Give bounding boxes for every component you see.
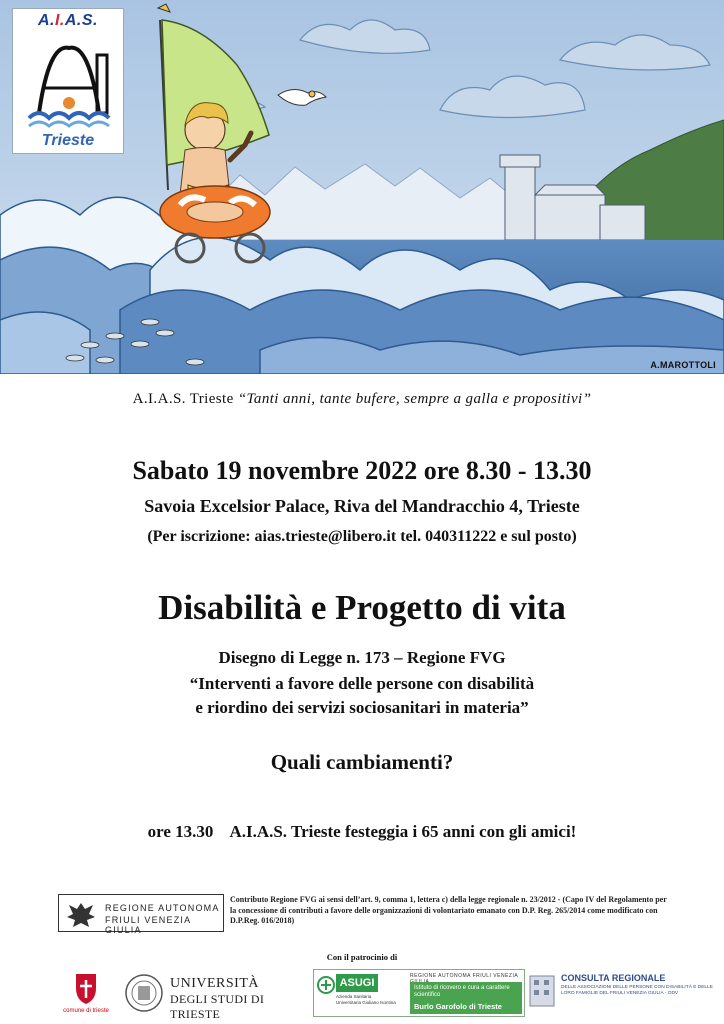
page-title: Disabilità e Progetto di vita [158, 588, 566, 627]
comune-trieste-logo: comune di trieste [56, 970, 116, 1020]
aias-logo: A.I.A.S. Trieste [12, 8, 124, 154]
party-line [0, 822, 724, 842]
aias-logo-mark [19, 33, 119, 133]
asugi-mark-icon [317, 976, 335, 994]
party-text: A.I.A.S. Trieste festeggia i 65 anni con gli amici! [229, 822, 577, 841]
building-icon [527, 970, 557, 1010]
party-time: ore 13.30 [147, 822, 214, 841]
law-line-1: Disegno di Legge n. 173 – Regione FVG [218, 648, 506, 667]
artist-signature: A.MAROTTOLI [650, 360, 716, 370]
hero-illustration [0, 0, 724, 374]
university-seal-icon [124, 972, 164, 1014]
funding-note: Contributo Regione FVG ai sensi dell’art. 9, comma 1, lettera c) della legge regionale n. 23/2012 - (Capo IV del Regolamento per la concessione di contributi a favore delle organizzazioni di volontariato emanato con D.P. Reg. 265/2014 come modificato con D.P.Reg. 016/2018) [230, 895, 667, 925]
event-registration: (Per iscrizione: aias.trieste@libero.it tel. 040311222 e sul posto) [147, 528, 577, 545]
patronage-label: Con il patrocinio di [326, 952, 398, 962]
shield-icon [56, 970, 116, 1006]
eagle-icon [63, 899, 99, 929]
units-logo: UNIVERSITÀ DEGLI STUDI DI TRIESTE [124, 972, 304, 1016]
tagline [0, 391, 724, 408]
fvg-region-logo: REGIONE AUTONOMA FRIULI VENEZIA GIULIA [58, 894, 224, 932]
consulta-regionale-logo: CONSULTA REGIONALE DELLE ASSOCIAZIONI DELLE PERSONE CON DISABILITÀ E DELLE LORO FAMIGLIE DEL FRIULI VENEZIA GIULIA - ODV [527, 970, 717, 1016]
asugi-burlo-logo: ASUGI Azienda Sanitaria Universitaria Giuliano Isontina REGIONE AUTONOMA FRIULI VENEZIA Istituto di ricovero e cura a carattere scientifico Burlo Garofolo di Trieste [313, 969, 525, 1017]
event-venue: Savoia Excelsior Palace, Riva del Mandracchio 4, Trieste [144, 496, 580, 516]
event-date: Sabato 19 novembre 2022 ore 8.30 - 13.30 [132, 456, 592, 485]
law-line-3: e riordino dei servizi sociosanitari in materia” [195, 698, 529, 717]
question-heading: Quali cambiamenti? [270, 750, 454, 774]
law-line-2: “Interventi a favore delle persone con disabilità [189, 674, 535, 693]
tagline-org: A.I.A.S. Trieste [132, 391, 234, 407]
tagline-motto: “Tanti anni, tante bufere, sempre a galla e propositivi” [237, 391, 592, 407]
burlo-panel: Istituto di ricovero e cura a carattere scientifico Burlo Garofolo di Trieste [410, 982, 522, 1014]
